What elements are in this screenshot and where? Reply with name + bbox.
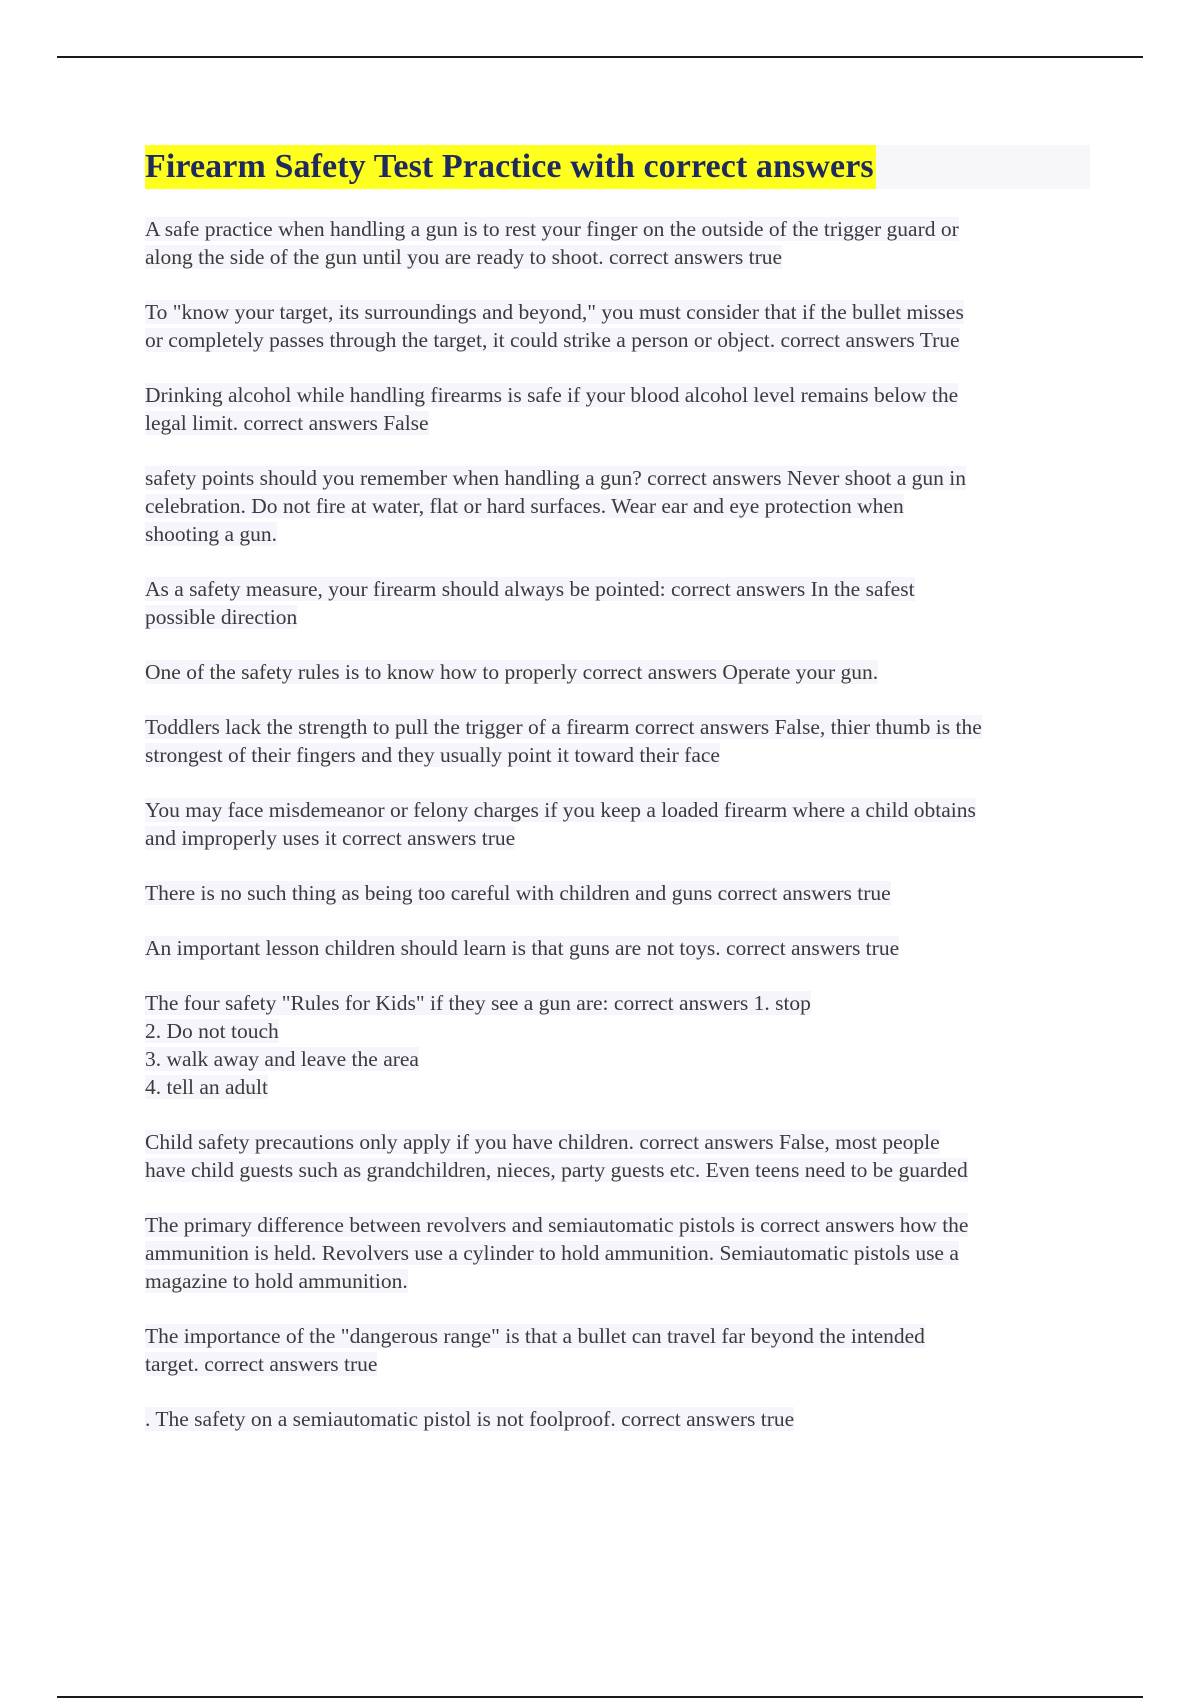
qa-item: An important lesson children should learn is that guns are not toys. correct answers true <box>145 936 900 960</box>
qa-item: The importance of the "dangerous range" is that a bullet can travel far beyond the intended target. correct answers true <box>145 1324 925 1376</box>
qa-item: safety points should you remember when handling a gun? correct answers Never shoot a gun in celebration. Do not fire at water, flat or hard surfaces. Wear ear and eye protection when shooting a gun. <box>145 466 966 546</box>
document-body <box>145 145 1090 1460</box>
header-rule <box>57 56 1143 58</box>
qa-item: Child safety precautions only apply if you have children. correct answers False, most people have child guests such as grandchildren, nieces, party guests etc. Even teens need to be guarded <box>145 1130 968 1182</box>
qa-item: A safe practice when handling a gun is to rest your finger on the outside of the trigger guard or along the side of the gun until you are ready to shoot. correct answers true <box>145 217 959 269</box>
qa-item: There is no such thing as being too careful with children and guns correct answers true <box>145 881 891 905</box>
qa-item: Toddlers lack the strength to pull the trigger of a firearm correct answers False, thier thumb is the strongest of their fingers and they usually point it toward their face <box>145 715 982 767</box>
footer-rule <box>57 1696 1143 1698</box>
title-band <box>145 145 1090 189</box>
qa-item: . The safety on a semiautomatic pistol is not foolproof. correct answers true <box>145 1407 795 1431</box>
qa-item: Drinking alcohol while handling firearms is safe if your blood alcohol level remains below the legal limit. correct answers False <box>145 383 959 435</box>
document-title: Firearm Safety Test Practice with correct answers <box>145 145 876 189</box>
qa-item: The four safety "Rules for Kids" if they see a gun are: correct answers 1. stop 2. Do not touch 3. walk away and leave the area 4. tell an adult <box>145 991 811 1099</box>
qa-item: To "know your target, its surroundings and beyond," you must consider that if the bullet misses or completely passes through the target, it could strike a person or object. correct answers True <box>145 300 964 352</box>
qa-item: As a safety measure, your firearm should always be pointed: correct answers In the safest possible direction <box>145 577 915 629</box>
qa-item: One of the safety rules is to know how to properly correct answers Operate your gun. <box>145 660 879 684</box>
qa-list <box>145 215 1090 1433</box>
qa-item: You may face misdemeanor or felony charges if you keep a loaded firearm where a child obtains and improperly uses it correct answers true <box>145 798 976 850</box>
qa-item: The primary difference between revolvers and semiautomatic pistols is correct answers how the ammunition is held. Revolvers use a cylinder to hold ammunition. Semiautomatic pistols use a magazine to hold ammunition. <box>145 1213 969 1293</box>
